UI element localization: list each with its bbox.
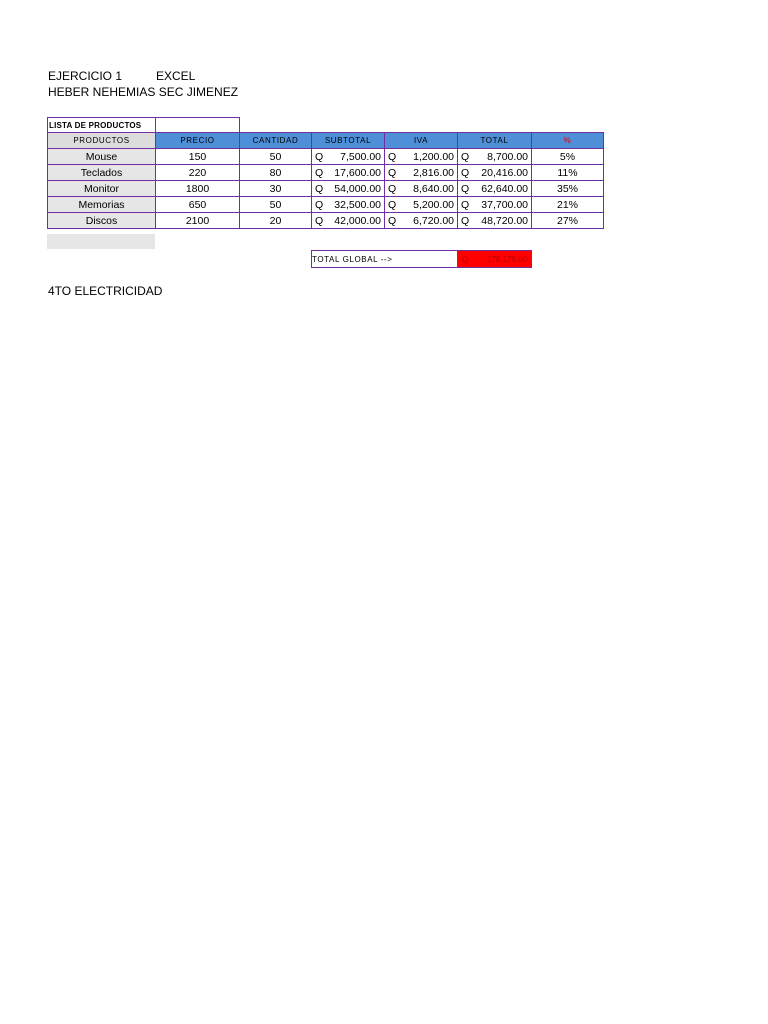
cell-subtotal[interactable] — [312, 149, 385, 165]
header-total[interactable]: TOTAL — [458, 133, 532, 149]
title-adjacent-cell[interactable] — [155, 117, 240, 133]
cell-precio[interactable]: 2100 — [156, 213, 240, 229]
currency-symbol: Q — [388, 198, 397, 211]
currency-symbol: Q — [388, 150, 397, 163]
currency-symbol: Q — [461, 150, 470, 163]
cell-subtotal[interactable] — [312, 165, 385, 181]
app-label: EXCEL — [156, 69, 196, 83]
cell-producto[interactable]: Mouse — [48, 149, 156, 165]
cell-percent[interactable]: 11% — [532, 165, 604, 181]
cell-iva-amount: 1,200.00 — [413, 150, 454, 163]
cell-iva-amount: 5,200.00 — [413, 198, 454, 211]
cell-iva[interactable] — [385, 197, 458, 213]
cell-total-amount: 48,720.00 — [481, 214, 528, 227]
table-title: LISTA DE PRODUCTOS — [47, 117, 156, 133]
cell-cantidad[interactable]: 20 — [240, 213, 312, 229]
currency-symbol: Q — [388, 182, 397, 195]
header-productos[interactable]: PRODUCTOS — [48, 133, 156, 149]
cell-subtotal[interactable] — [312, 197, 385, 213]
currency-symbol: Q — [461, 198, 470, 211]
table-header-row — [48, 133, 604, 149]
exercise-label: EJERCICIO 1 — [48, 69, 123, 83]
cell-total[interactable] — [458, 149, 532, 165]
cell-producto[interactable]: Teclados — [48, 165, 156, 181]
cell-total-amount: 37,700.00 — [481, 198, 528, 211]
cell-producto[interactable]: Discos — [48, 213, 156, 229]
total-global-currency: Q — [462, 254, 469, 264]
currency-symbol: Q — [315, 198, 324, 211]
currency-symbol: Q — [315, 214, 324, 227]
currency-symbol: Q — [461, 182, 470, 195]
cell-subtotal[interactable] — [312, 181, 385, 197]
table-row — [48, 165, 604, 181]
cell-total[interactable] — [458, 181, 532, 197]
cell-cantidad[interactable]: 80 — [240, 165, 312, 181]
cell-precio[interactable]: 1800 — [156, 181, 240, 197]
cell-percent[interactable]: 35% — [532, 181, 604, 197]
products-table — [47, 132, 604, 229]
header-iva[interactable]: IVA — [385, 133, 458, 149]
cell-total-amount: 8,700.00 — [487, 150, 528, 163]
cell-total-amount: 62,640.00 — [481, 182, 528, 195]
currency-symbol: Q — [388, 214, 397, 227]
table-row — [48, 197, 604, 213]
header-precio[interactable]: PRECIO — [156, 133, 240, 149]
cell-subtotal-amount: 42,000.00 — [334, 214, 381, 227]
empty-gray-cell[interactable] — [47, 234, 155, 249]
table-row — [48, 213, 604, 229]
author-name: HEBER NEHEMIAS SEC JIMENEZ — [48, 85, 239, 99]
header-cantidad[interactable]: CANTIDAD — [240, 133, 312, 149]
currency-symbol: Q — [315, 182, 324, 195]
cell-iva[interactable] — [385, 149, 458, 165]
currency-symbol: Q — [315, 150, 324, 163]
group-label: 4TO ELECTRICIDAD — [48, 284, 163, 298]
currency-symbol: Q — [388, 166, 397, 179]
cell-iva-amount: 2,816.00 — [413, 166, 454, 179]
cell-subtotal[interactable] — [312, 213, 385, 229]
cell-subtotal-amount: 54,000.00 — [334, 182, 381, 195]
cell-iva[interactable] — [385, 165, 458, 181]
header-percent[interactable]: % — [532, 133, 604, 149]
currency-symbol: Q — [461, 214, 470, 227]
cell-iva-amount: 6,720.00 — [413, 214, 454, 227]
cell-iva[interactable] — [385, 181, 458, 197]
cell-percent[interactable]: 21% — [532, 197, 604, 213]
cell-precio[interactable]: 150 — [156, 149, 240, 165]
cell-producto[interactable]: Monitor — [48, 181, 156, 197]
cell-total-amount: 20,416.00 — [481, 166, 528, 179]
cell-cantidad[interactable]: 50 — [240, 197, 312, 213]
header-subtotal[interactable]: SUBTOTAL — [312, 133, 385, 149]
table-row — [48, 181, 604, 197]
total-global-value-cell[interactable] — [457, 250, 532, 268]
cell-subtotal-amount: 7,500.00 — [340, 150, 381, 163]
cell-iva[interactable] — [385, 213, 458, 229]
cell-percent[interactable]: 27% — [532, 213, 604, 229]
cell-precio[interactable]: 650 — [156, 197, 240, 213]
table-row — [48, 149, 604, 165]
cell-total[interactable] — [458, 213, 532, 229]
cell-cantidad[interactable]: 30 — [240, 181, 312, 197]
currency-symbol: Q — [315, 166, 324, 179]
currency-symbol: Q — [461, 166, 470, 179]
total-global-label: TOTAL GLOBAL --> — [311, 250, 458, 268]
total-global-value: 178,176.00 — [486, 254, 527, 264]
cell-percent[interactable]: 5% — [532, 149, 604, 165]
cell-cantidad[interactable]: 50 — [240, 149, 312, 165]
cell-subtotal-amount: 32,500.00 — [334, 198, 381, 211]
cell-total[interactable] — [458, 165, 532, 181]
cell-precio[interactable]: 220 — [156, 165, 240, 181]
cell-producto[interactable]: Memorias — [48, 197, 156, 213]
cell-iva-amount: 8,640.00 — [413, 182, 454, 195]
cell-total[interactable] — [458, 197, 532, 213]
cell-subtotal-amount: 17,600.00 — [334, 166, 381, 179]
